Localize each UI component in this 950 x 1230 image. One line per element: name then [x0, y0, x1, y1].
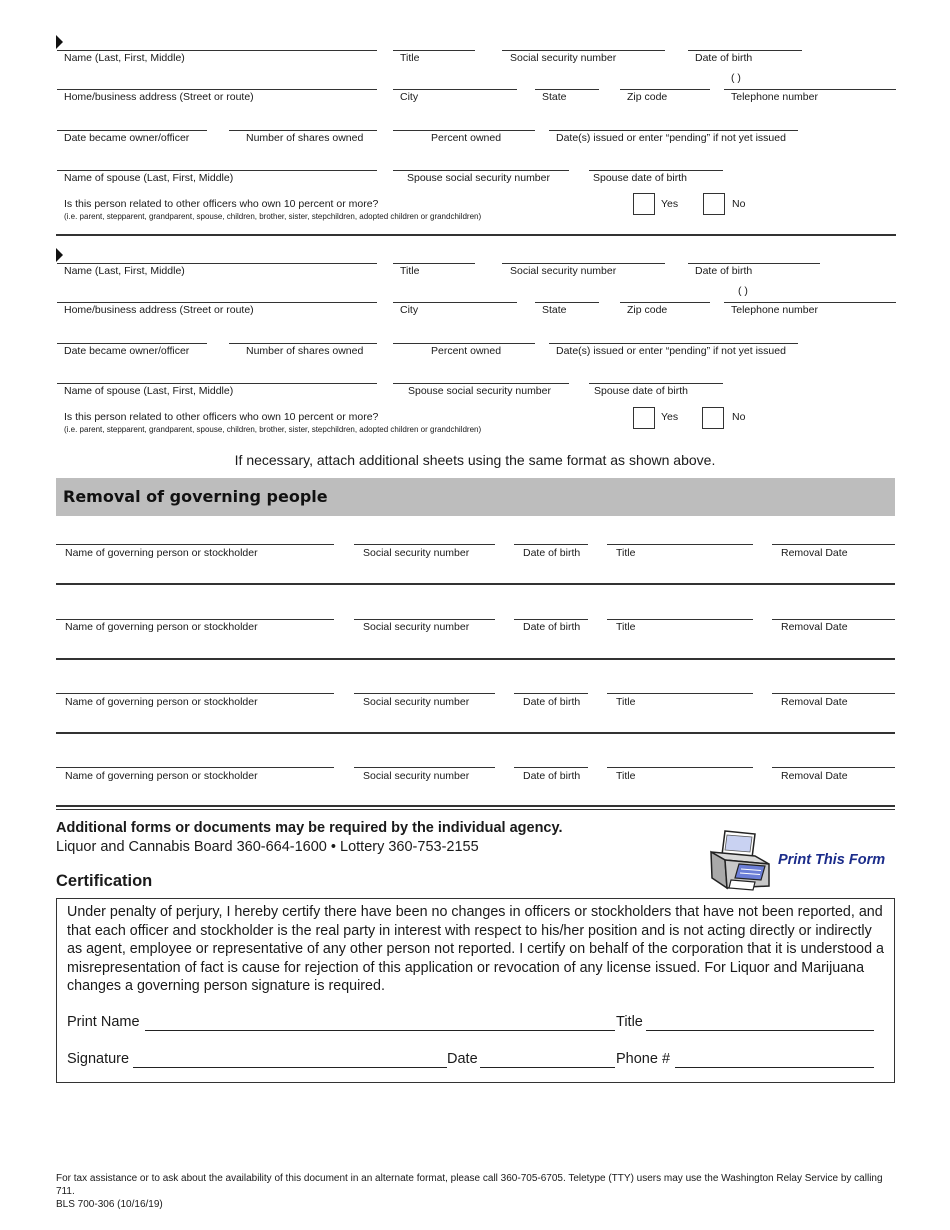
cert-title-input[interactable]	[648, 1012, 872, 1030]
person2-ssn-input[interactable]	[504, 246, 664, 262]
removal3-ssn-label: Social security number	[363, 696, 470, 708]
phone-label: Phone #	[616, 1051, 671, 1067]
person2-zip-input[interactable]	[622, 285, 708, 301]
person1-spouse-ssn-label: Spouse social security number	[407, 172, 550, 184]
removal-header-band	[56, 478, 895, 516]
person2-address-label: Home/business address (Street or route)	[64, 304, 254, 316]
removal2-dob-input[interactable]	[516, 602, 586, 618]
person2-shares-label: Number of shares owned	[246, 345, 364, 357]
print-name-input[interactable]	[147, 1012, 613, 1030]
section-divider	[56, 234, 896, 236]
person2-spouse-dob-label: Spouse date of birth	[594, 385, 688, 397]
additional-forms-title: Additional forms or documents may be required by the individual agency.	[56, 820, 563, 836]
person1-city-label: City	[400, 91, 419, 103]
person1-phone-label: Telephone number	[731, 91, 818, 103]
signature-input[interactable]	[135, 1049, 445, 1067]
person2-phone-label: Telephone number	[731, 304, 818, 316]
print-name-label: Print Name	[67, 1014, 140, 1030]
person2-state-label: State	[542, 304, 567, 316]
person2-spouse-name-label: Name of spouse (Last, First, Middle)	[64, 385, 234, 397]
cert-title-label: Title	[616, 1014, 643, 1030]
removal3-name-label: Name of governing person or stockholder	[65, 696, 258, 708]
removal4-ssn-label: Social security number	[363, 770, 470, 782]
footer-assistance: For tax assistance or to ask about the availability of this document in an alternate format, please call 360-705-6705. Teletype (TTY) users may use the Washington Relay Service by calling 711.	[56, 1173, 883, 1197]
removal4-dob-label: Date of birth	[523, 770, 581, 782]
removal1-name-input[interactable]	[60, 528, 330, 544]
removal1-title-input[interactable]	[609, 528, 751, 544]
removal3-ssn-input[interactable]	[356, 677, 492, 693]
person2-percent-label: Percent owned	[431, 345, 502, 357]
person2-zip-label: Zip code	[627, 304, 668, 316]
print-form-label: Print This Form	[778, 852, 886, 868]
removal2-name-input[interactable]	[60, 602, 330, 618]
person2-date-owner-input[interactable]	[60, 326, 204, 342]
removal4-title-label: Title	[616, 770, 636, 782]
person2-spouse-ssn-input[interactable]	[394, 366, 566, 382]
person2-dob-label: Date of birth	[695, 265, 753, 277]
person1-spouse-dob-input[interactable]	[591, 153, 721, 169]
person1-ssn-label: Social security number	[510, 52, 617, 64]
removal1-dob-label: Date of birth	[523, 547, 581, 559]
person1-spouse-name-input[interactable]	[60, 153, 374, 169]
person2-city-label: City	[400, 304, 419, 316]
person1-spouse-ssn-input[interactable]	[394, 153, 566, 169]
person2-dates-issued-input[interactable]	[551, 326, 796, 342]
removal3-date-label: Removal Date	[781, 696, 848, 708]
person1-shares-input[interactable]	[231, 113, 375, 129]
person1-yes-checkbox[interactable]	[633, 193, 655, 215]
person2-name-label: Name (Last, First, Middle)	[64, 265, 185, 277]
removal4-name-input[interactable]	[60, 751, 330, 767]
print-form-button[interactable]	[705, 828, 900, 892]
certification-box	[56, 898, 895, 1083]
person1-no-label: No	[732, 198, 746, 210]
removal3-dob-input[interactable]	[516, 677, 586, 693]
removal2-date-label: Removal Date	[781, 621, 848, 633]
removal3-title-label: Title	[616, 696, 636, 708]
person2-related-note: (i.e. parent, stepparent, grandparent, spouse, children, brother, sister, stepchildren, adopted children or grandchildren)	[64, 425, 482, 434]
person1-title-input[interactable]	[394, 33, 474, 49]
removal4-ssn-input[interactable]	[356, 751, 492, 767]
printer-icon	[705, 828, 773, 892]
person1-yes-label: Yes	[661, 198, 679, 210]
person1-dates-issued-label: Date(s) issued or enter “pending” if not yet issued	[556, 132, 786, 144]
removal4-date-input[interactable]	[774, 751, 893, 767]
person1-ssn-input[interactable]	[504, 33, 664, 49]
person1-dob-input[interactable]	[690, 33, 800, 49]
person1-date-owner-input[interactable]	[60, 113, 204, 129]
attach-sheets-note: If necessary, attach additional sheets using the same format as shown above.	[234, 452, 716, 468]
date-input[interactable]	[482, 1049, 614, 1067]
removal1-date-input[interactable]	[774, 528, 893, 544]
person2-phone-parens: ( )	[738, 285, 748, 297]
removal2-ssn-input[interactable]	[356, 602, 492, 618]
double-rule	[56, 805, 895, 810]
person2-spouse-ssn-label: Spouse social security number	[408, 385, 551, 397]
removal3-dob-label: Date of birth	[523, 696, 581, 708]
removal1-ssn-label: Social security number	[363, 547, 470, 559]
person2-city-input[interactable]	[394, 285, 516, 301]
person1-city-input[interactable]	[394, 72, 516, 88]
person1-address-input[interactable]	[60, 72, 374, 88]
person1-related-question: Is this person related to other officers who own 10 percent or more?	[64, 198, 379, 210]
removal2-date-input[interactable]	[774, 602, 893, 618]
person2-yes-checkbox[interactable]	[633, 407, 655, 429]
removal1-ssn-input[interactable]	[356, 528, 492, 544]
removal3-name-input[interactable]	[60, 677, 330, 693]
person1-state-input[interactable]	[537, 72, 597, 88]
person1-percent-input[interactable]	[394, 113, 532, 129]
removal2-title-input[interactable]	[609, 602, 751, 618]
removal3-date-input[interactable]	[774, 677, 893, 693]
person1-title-label: Title	[400, 52, 420, 64]
removal2-dob-label: Date of birth	[523, 621, 581, 633]
removal-heading: Removal of governing people	[63, 487, 328, 506]
person2-ssn-label: Social security number	[510, 265, 617, 277]
removal3-title-input[interactable]	[609, 677, 751, 693]
person2-no-label: No	[732, 411, 746, 423]
person2-state-input[interactable]	[537, 285, 597, 301]
person1-percent-label: Percent owned	[431, 132, 502, 144]
person2-title-label: Title	[400, 265, 420, 277]
removal1-dob-input[interactable]	[516, 528, 586, 544]
removal1-title-label: Title	[616, 547, 636, 559]
person2-percent-input[interactable]	[394, 326, 532, 342]
person2-title-input[interactable]	[394, 246, 474, 262]
removal4-dob-input[interactable]	[516, 751, 586, 767]
person2-spouse-name-input[interactable]	[60, 366, 374, 382]
form-number: BLS 700-306 (10/16/19)	[56, 1199, 163, 1210]
person1-spouse-name-label: Name of spouse (Last, First, Middle)	[64, 172, 234, 184]
removal2-name-label: Name of governing person or stockholder	[65, 621, 258, 633]
person2-dob-input[interactable]	[690, 246, 818, 262]
removal2-ssn-label: Social security number	[363, 621, 470, 633]
person2-date-owner-label: Date became owner/officer	[64, 345, 190, 357]
removal4-date-label: Removal Date	[781, 770, 848, 782]
person2-no-checkbox[interactable]	[702, 407, 724, 429]
person2-phone-input[interactable]	[728, 285, 894, 301]
person1-zip-input[interactable]	[622, 72, 708, 88]
agency-contacts: Liquor and Cannabis Board 360-664-1600 • Lottery 360-753-2155	[56, 839, 479, 855]
person1-dates-issued-input[interactable]	[551, 113, 796, 129]
person1-shares-label: Number of shares owned	[246, 132, 364, 144]
certification-text: Under penalty of perjury, I hereby certify there have been no changes in officers or stockholders that have not been reported, and that each officer and stockholder is the real party in interest with respect to his/her position and is not acting directly or indirectly as agent, employee or representative of any other person not reported. I certify on behalf of the corporation that it is understood a misrepresentation of fact is cause for rejection of this application or revocation of any license issued. For Liquor and Marijuana changes a governing person signature is required.	[67, 904, 885, 995]
person1-address-label: Home/business address (Street or route)	[64, 91, 254, 103]
person1-phone-input[interactable]	[728, 72, 894, 88]
removal1-name-label: Name of governing person or stockholder	[65, 547, 258, 559]
person2-spouse-dob-input[interactable]	[591, 366, 721, 382]
person1-related-note: (i.e. parent, stepparent, grandparent, spouse, children, brother, sister, stepchildren, adopted children or grandchildren)	[64, 212, 482, 221]
person1-name-input[interactable]	[60, 33, 374, 49]
person1-date-owner-label: Date became owner/officer	[64, 132, 190, 144]
phone-input[interactable]	[677, 1049, 871, 1067]
person1-no-checkbox[interactable]	[703, 193, 725, 215]
certification-title: Certification	[56, 872, 153, 890]
person2-yes-label: Yes	[661, 411, 679, 423]
person2-related-question: Is this person related to other officers who own 10 percent or more?	[64, 411, 379, 423]
person1-spouse-dob-label: Spouse date of birth	[593, 172, 687, 184]
removal4-name-label: Name of governing person or stockholder	[65, 770, 258, 782]
person2-dates-issued-label: Date(s) issued or enter “pending” if not yet issued	[556, 345, 786, 357]
person1-zip-label: Zip code	[627, 91, 668, 103]
person1-dob-label: Date of birth	[695, 52, 753, 64]
person2-shares-input[interactable]	[231, 326, 375, 342]
date-label: Date	[447, 1051, 478, 1067]
footer	[56, 1172, 896, 1211]
removal1-date-label: Removal Date	[781, 547, 848, 559]
signature-label: Signature	[67, 1051, 130, 1067]
person2-name-input[interactable]	[60, 246, 374, 262]
person1-name-label: Name (Last, First, Middle)	[64, 52, 185, 64]
person2-address-input[interactable]	[60, 285, 374, 301]
removal4-title-input[interactable]	[609, 751, 751, 767]
person1-state-label: State	[542, 91, 567, 103]
person1-phone-parens: ( )	[731, 72, 741, 84]
removal2-title-label: Title	[616, 621, 636, 633]
